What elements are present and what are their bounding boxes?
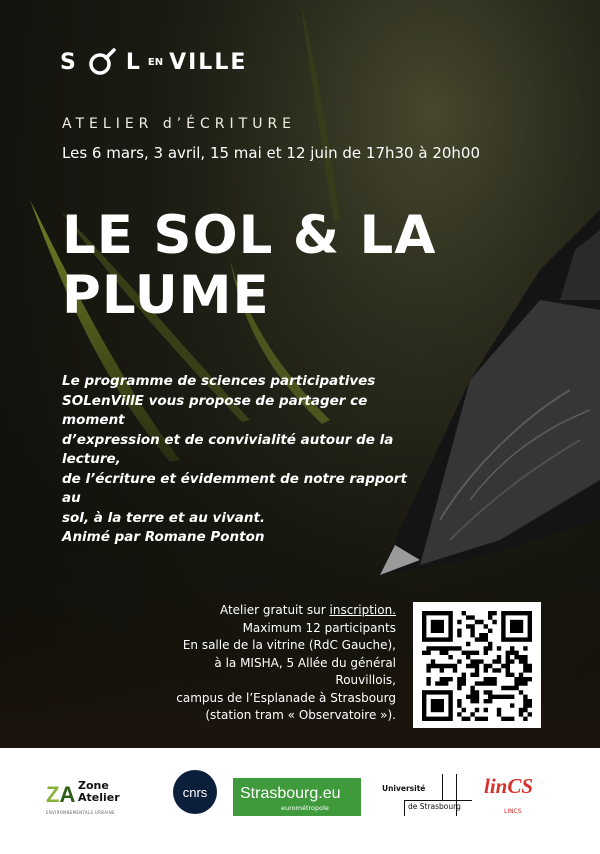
info-line: En salle de la vitrine (RdC Gauche), (182, 638, 396, 652)
qr-finder (422, 690, 453, 721)
zone-atelier-logo (46, 774, 166, 820)
lincs-main: linCS (484, 774, 534, 798)
practical-info (160, 602, 396, 725)
unistra-line (404, 800, 405, 816)
description-line: SOLenVillE vous propose de partager ce moment (62, 392, 368, 428)
info-line (160, 602, 396, 620)
qr-code[interactable] (413, 602, 541, 728)
unistra-text-1: Université (382, 784, 426, 793)
qr-finder (422, 611, 453, 642)
logo-letter-l: L (125, 49, 142, 75)
strasbourg-sub: eurométropole (281, 804, 329, 812)
lincs-sub: LINCS (504, 808, 522, 815)
unistra-line (404, 800, 472, 801)
description-line: de l’écriture et évidemment de notre rapport au (62, 470, 407, 506)
event-dates: Les 6 mars, 3 avril, 15 mai et 12 juin de 17h30 à 20h00 (62, 144, 481, 162)
za-text-sub: ENVIRONNEMENTALE URBAINE (46, 810, 115, 815)
info-line: campus de l’Esplanade à Strasbourg (176, 690, 396, 705)
magnifier-o-icon (88, 48, 116, 76)
description-line: Animé par Romane Ponton (62, 529, 265, 545)
strasbourg-main: Strasbourg.eu (240, 785, 341, 802)
logo-ville: VILLE (169, 49, 248, 75)
logo-en: EN (147, 56, 164, 68)
za-text-atelier: Atelier (78, 791, 120, 804)
info-line: Maximum 12 participants (242, 620, 396, 635)
event-description (62, 372, 422, 548)
description-line: d’expression et de convivialité autour de la lecture, (62, 431, 394, 467)
cnrs-logo: cnrs (173, 770, 217, 814)
info-prefix: Atelier gratuit sur (219, 603, 330, 617)
registration-link[interactable]: inscription. (329, 603, 396, 617)
info-line: (station tram « Observatoire »). (205, 708, 396, 722)
description-line: Le programme de sciences participatives (62, 373, 376, 389)
za-mark-z: Z (46, 782, 60, 807)
unistra-text-2: de Strasbourg (408, 802, 461, 811)
qr-finder (501, 611, 532, 642)
description-line: sol, à la terre et au vivant. (62, 509, 266, 526)
solenville-logo (60, 44, 290, 80)
partner-logos (0, 748, 600, 854)
za-mark-a: A (59, 782, 76, 807)
strasbourg-eu-logo (233, 778, 361, 816)
za-text-zone: Zone (78, 779, 109, 792)
unistra-line (442, 774, 443, 800)
lincs-logo (484, 770, 546, 820)
info-line: à la MISHA, 5 Allée du général Rouvillois, (214, 655, 396, 687)
unistra-logo (382, 774, 472, 816)
logo-letter-s: S (60, 49, 78, 75)
za-mark (46, 782, 75, 808)
qr-code-icon (413, 602, 541, 728)
page-title: LE SOL & LA PLUME (62, 205, 437, 326)
event-type: ATELIER d’ÉCRITURE (62, 116, 297, 132)
